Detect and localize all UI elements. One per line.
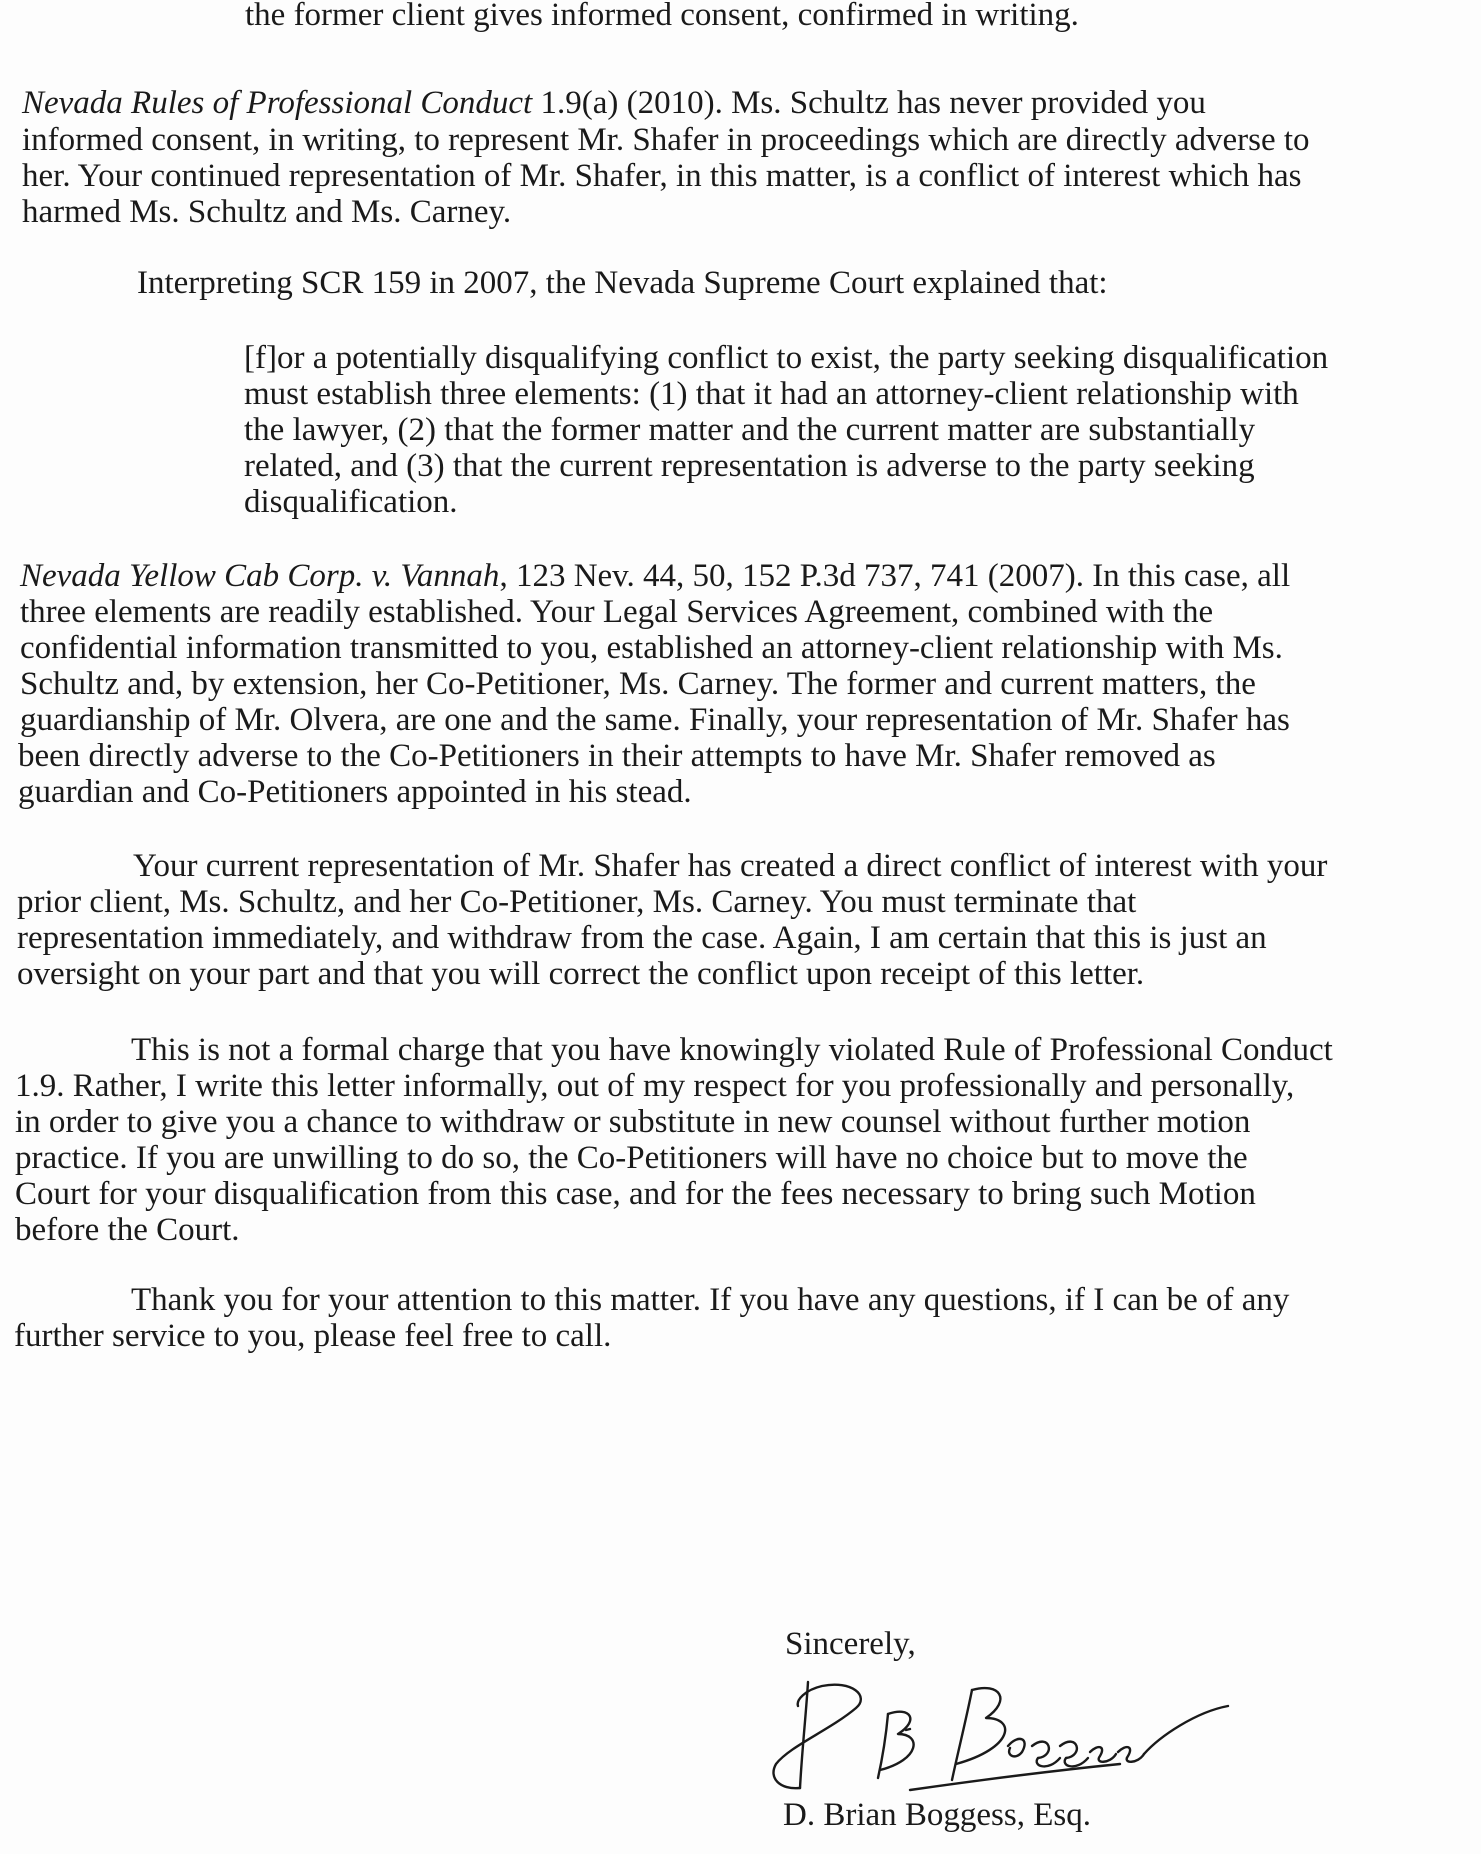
quote-line-1: [f]or a potentially disqualifying conflict to exist, the party seeking disqualification (244, 340, 1329, 376)
p3-line-1 (20, 557, 1290, 595)
p5-line-5: Court for your disqualification from this case, and for the fees necessary to bring such Motion (15, 1176, 1256, 1212)
p3-line-6: been directly adverse to the Co-Petitioners in their attempts to have Mr. Shafer removed as (18, 738, 1216, 774)
p5-line-6: before the Court. (15, 1212, 240, 1248)
p3-line-2: three elements are readily established. Your Legal Services Agreement, combined with the (20, 594, 1214, 630)
quote-end-fragment: the former client gives informed consent, confirmed in writing. (245, 0, 1079, 33)
p3-line-5: guardianship of Mr. Olvera, are one and the same. Finally, your representation of Mr. Shafer has (20, 702, 1290, 738)
p3-line-7: guardian and Co-Petitioners appointed in his stead. (18, 774, 692, 810)
p4-line-4: oversight on your part and that you will correct the conflict upon receipt of this letter. (17, 956, 1145, 992)
p1-line-3: her. Your continued representation of Mr. Shafer, in this matter, is a conflict of interest which has (22, 158, 1302, 194)
p4-line-3: representation immediately, and withdraw from the case. Again, I am certain that this is just an (17, 920, 1267, 956)
case-citation: Nevada Yellow Cab Corp. v. Vannah (20, 558, 500, 594)
p1-line-1-rest: 1.9(a) (2010). Ms. Schultz has never provided you (532, 85, 1206, 121)
p5-line-4: practice. If you are unwilling to do so, the Co-Petitioners will have no choice but to move the (15, 1140, 1248, 1176)
p5-line-3: in order to give you a chance to withdraw or substitute in new counsel without further motion (15, 1104, 1251, 1140)
quote-line-5: disqualification. (244, 484, 458, 520)
p5-line-1: This is not a formal charge that you have knowingly violated Rule of Professional Conduct (131, 1032, 1333, 1068)
p5-line-2: 1.9. Rather, I write this letter informally, out of my respect for you professionally and personally, (15, 1068, 1295, 1104)
p3-line-1-rest: , 123 Nev. 44, 50, 152 P.3d 737, 741 (2007). In this case, all (499, 558, 1291, 594)
quote-line-3: the lawyer, (2) that the former matter and the current matter are substantially (244, 412, 1256, 448)
p6-line-2: further service to you, please feel free to call. (14, 1318, 612, 1354)
p4-line-2: prior client, Ms. Schultz, and her Co-Petitioner, Ms. Carney. You must terminate that (17, 884, 1137, 920)
p3-line-3: confidential information transmitted to you, established an attorney-client relationship with Ms. (20, 630, 1283, 666)
p3-line-4: Schultz and, by extension, her Co-Petitioner, Ms. Carney. The former and current matters, the (20, 666, 1256, 702)
p4-line-1: Your current representation of Mr. Shafer has created a direct conflict of interest with your (133, 848, 1328, 884)
handwritten-signature (760, 1660, 1230, 1810)
p2-line: Interpreting SCR 159 in 2007, the Nevada Supreme Court explained that: (137, 265, 1108, 301)
signer-name: D. Brian Boggess, Esq. (783, 1797, 1091, 1833)
quote-line-4: related, and (3) that the current representation is adverse to the party seeking (244, 448, 1255, 484)
rule-citation: Nevada Rules of Professional Conduct (22, 85, 533, 121)
quote-line-2: must establish three elements: (1) that it had an attorney-client relationship with (244, 376, 1299, 412)
p1-line-4: harmed Ms. Schultz and Ms. Carney. (22, 194, 512, 230)
p1-line-2: informed consent, in writing, to represent Mr. Shafer in proceedings which are directly adverse to (22, 122, 1310, 158)
p1-line-1 (22, 84, 1206, 122)
closing: Sincerely, (785, 1626, 916, 1662)
p6-line-1: Thank you for your attention to this matter. If you have any questions, if I can be of any (131, 1282, 1290, 1318)
